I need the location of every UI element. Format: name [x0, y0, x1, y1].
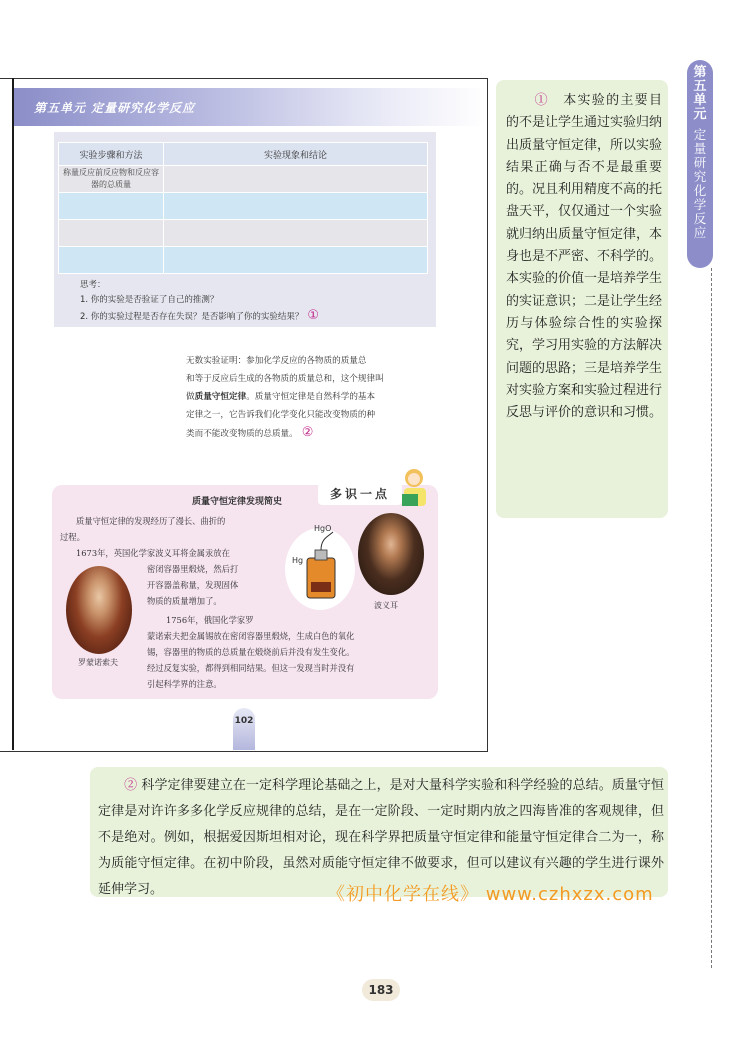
side-tab-topic: 定量研究化学反应 [693, 127, 707, 240]
law-paragraph [186, 352, 436, 443]
law-line-3 [186, 388, 436, 406]
teacher-note-1-marker: ① [534, 93, 549, 108]
history-line-6: 物质的质量增加了。 [147, 596, 222, 606]
table-cell [59, 193, 164, 220]
teacher-note-1-body: 本实验的主要目的不是让学生通过实验归纳出质量守恒定律，所以实验结果正确与否不是最重要的。况且利用精度不高的托盘天平，仅仅通过一个实验就归纳出质量守恒定律，本身也是不严密、不科学的。本实验的价值一是培养学生的实证意识；二是让学生经历与体验综合性的实验探究，学习用实验的方法解决问题的思路；三是培养学生对实验方案和实验过程进行反思与评价的意识和习惯。 [506, 93, 663, 421]
know-a-bit-title: 质量守恒定律发现简史 [192, 497, 283, 507]
history-line-9: 锡，容器里的物质的总质量在煅烧前后并没有发生变化。 [147, 647, 355, 657]
table-header-row [59, 143, 428, 166]
left-rule [12, 78, 14, 750]
table-cell [59, 220, 164, 247]
watermark-name: 《初中化学在线》 [327, 884, 479, 905]
note-marker-1: ① [307, 308, 319, 323]
think-question-1: 1. 你的实验是否验证了自己的推测？ [80, 295, 219, 305]
table-cell [164, 220, 428, 247]
law-term: 质量守恒定律 [194, 392, 247, 402]
history-line-5: 开容器盖称量，发现固体 [147, 580, 239, 590]
law-line-3-post: 。质量守恒定律是自然科学的基本 [246, 392, 376, 402]
law-line-3-pre: 做 [186, 392, 195, 402]
table-row [59, 193, 428, 220]
experiment-table [58, 142, 428, 274]
table-row [59, 220, 428, 247]
know-a-bit-tag: 多识一点 [318, 483, 402, 505]
page-number: 183 [368, 983, 394, 997]
hgo-label: HgO [314, 524, 332, 533]
table-header-steps: 实验步骤和方法 [59, 143, 164, 166]
note-marker-2: ② [301, 425, 314, 440]
margin-dashed-line [711, 268, 712, 968]
lomonosov-portrait [66, 566, 132, 654]
table-header-results: 实验现象和结论 [164, 143, 428, 166]
history-line-2: 过程。 [60, 532, 85, 542]
heating-apparatus-illustration [285, 528, 355, 610]
law-line-5 [186, 424, 436, 443]
table-cell [164, 166, 428, 193]
think-question-2 [80, 308, 319, 325]
lomonosov-caption: 罗蒙诺索夫 [78, 658, 118, 667]
think-title: 思考： [80, 280, 106, 290]
law-line-1: 无数实验证明：参加化学反应的各物质的质量总 [186, 356, 367, 366]
history-line-4: 密闭容器里煅烧，然后打 [147, 564, 239, 574]
site-watermark [327, 880, 654, 906]
think-questions [80, 278, 319, 325]
history-line-3: 1673年，英国化学家波义耳将金属汞放在 [76, 548, 230, 558]
history-line-10: 经过反复实验，都得到相同结果。但这一发现当时并没有 [147, 663, 355, 673]
inner-page-number: 102 [234, 716, 254, 726]
watermark-url: www.czhxzx.com [485, 884, 654, 905]
unit-banner-title: 第五单元 定量研究化学反应 [34, 101, 196, 115]
history-line-11: 引起科学界的注意。 [147, 679, 222, 689]
furnace-icon [285, 528, 355, 610]
inner-page-number-tab [233, 708, 255, 750]
law-line-2: 和等于反应后生成的各物质的质量总和，这个规律叫 [186, 374, 384, 384]
hg-label: Hg [292, 556, 304, 565]
history-line-1: 质量守恒定律的发现经历了漫长、曲折的 [76, 516, 226, 526]
history-line-7: 1756年，俄国化学家罗 [166, 615, 254, 625]
teacher-note-2-marker: ② [124, 778, 138, 793]
table-cell [164, 193, 428, 220]
table-cell [59, 247, 164, 274]
teacher-note-1-text [506, 90, 662, 424]
table-row [59, 247, 428, 274]
side-tab-unit: 第五单元 [693, 65, 707, 122]
think-question-2-text: 2. 你的实验过程是否存在失误？是否影响了你的实验结果？ [80, 312, 304, 322]
table-row [59, 166, 428, 193]
boyle-caption: 波义耳 [374, 601, 398, 610]
law-line-5-text: 类而不能改变物质的总质量。 [186, 429, 298, 439]
unit-side-tab-text [689, 66, 711, 240]
teacher-note-2-body: 科学定律要建立在一定科学理论基础之上，是对大量科学实验和科学经验的总结。质量守恒定律是对许许多多化学反应规律的总结，是在一定阶段、一定时期内放之四海皆准的客观规律，但不是绝对。例如，根据爱因斯坦相对论，现在科学界把质量守恒定律和能量守恒定律合二为一，称为质能守恒定律。在初中阶段，虽然对质能守恒定律不做要求，但可以建议有兴趣的学生进行课外延伸学习。 [98, 778, 664, 897]
law-line-4: 定律之一，它告诉我们化学变化只能改变物质的种 [186, 410, 376, 420]
reading-girl-icon [398, 466, 432, 510]
history-line-8: 蒙诺索夫把金属锡放在密闭容器里煅烧，生成白色的氧化 [147, 631, 355, 641]
table-cell [164, 247, 428, 274]
table-cell: 称量反应前反应物和反应容器的总质量 [59, 166, 164, 193]
boyle-portrait [358, 513, 424, 595]
